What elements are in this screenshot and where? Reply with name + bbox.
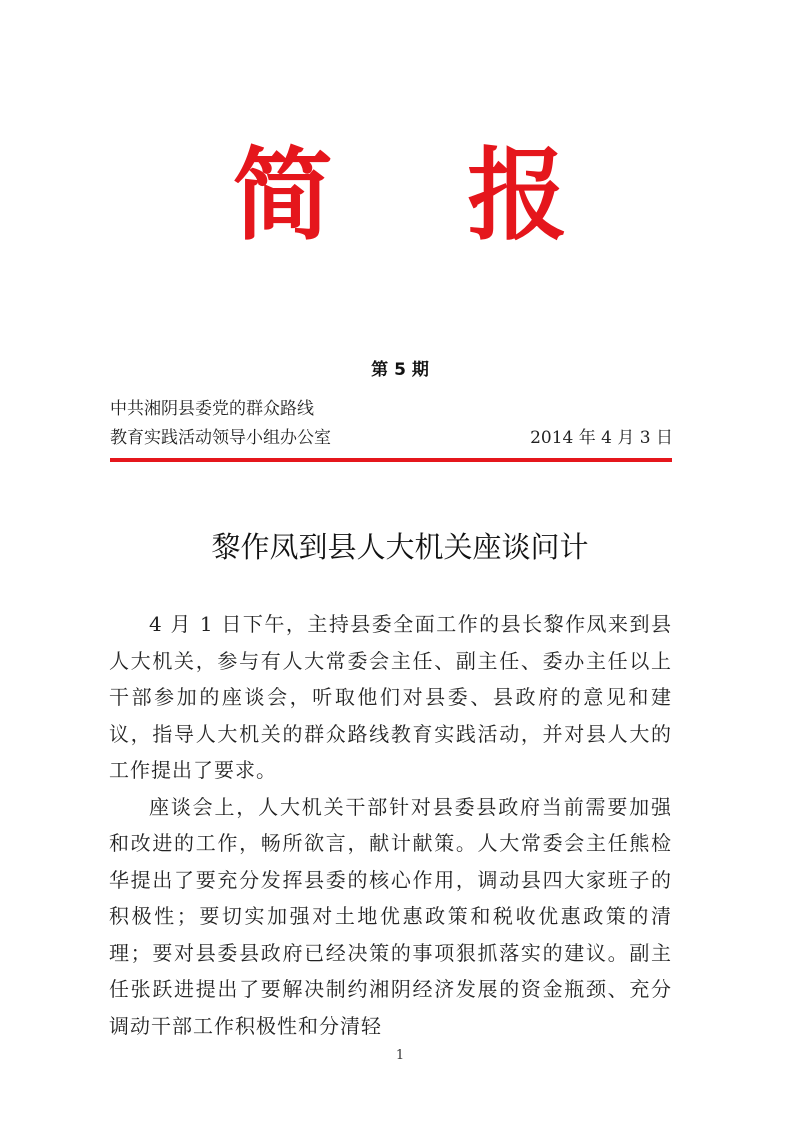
article-title: 黎作凤到县人大机关座谈问计 [211, 530, 589, 564]
article-paragraph-2: 座谈会上，人大机关干部针对县委县政府当前需要加强和改进的工作，畅所欲言，献计献策。人大常委会主任熊检华提出了要充分发挥县委的核心作用，调动县四大家班子的积极性；要切实加强对土地优惠政策和税收优惠政策的清理；要对县委县政府已经决策的事项狠抓落实的建议。副主任张跃进提出了要解决制约湘阴经济发展的资金瓶颈、充分调动干部工作积极性和分清轻 [109, 794, 672, 1038]
issue-date: 2014 年 4 月 3 日 [530, 428, 673, 448]
issuing-org-line-2: 教育实践活动领导小组办公室 [110, 428, 331, 448]
masthead-title: 简 报 [232, 136, 618, 254]
article-paragraph-1: 4 月 1 日下午，主持县委全面工作的县长黎作凤来到县人大机关，参与有人大常委会主任、副主任、委办主任以上干部参加的座谈会，听取他们对县委、县政府的意见和建议，指导人大机关的群众路线教育实践活动，并对县人大的工作提出了要求。 [109, 612, 672, 782]
issue-number: 第 5 期 [371, 360, 429, 380]
article-body [109, 606, 672, 1044]
page-number: 1 [395, 1048, 405, 1063]
red-divider-rule [110, 458, 672, 462]
issuing-org-line-1: 中共湘阴县委党的群众路线 [110, 399, 314, 419]
